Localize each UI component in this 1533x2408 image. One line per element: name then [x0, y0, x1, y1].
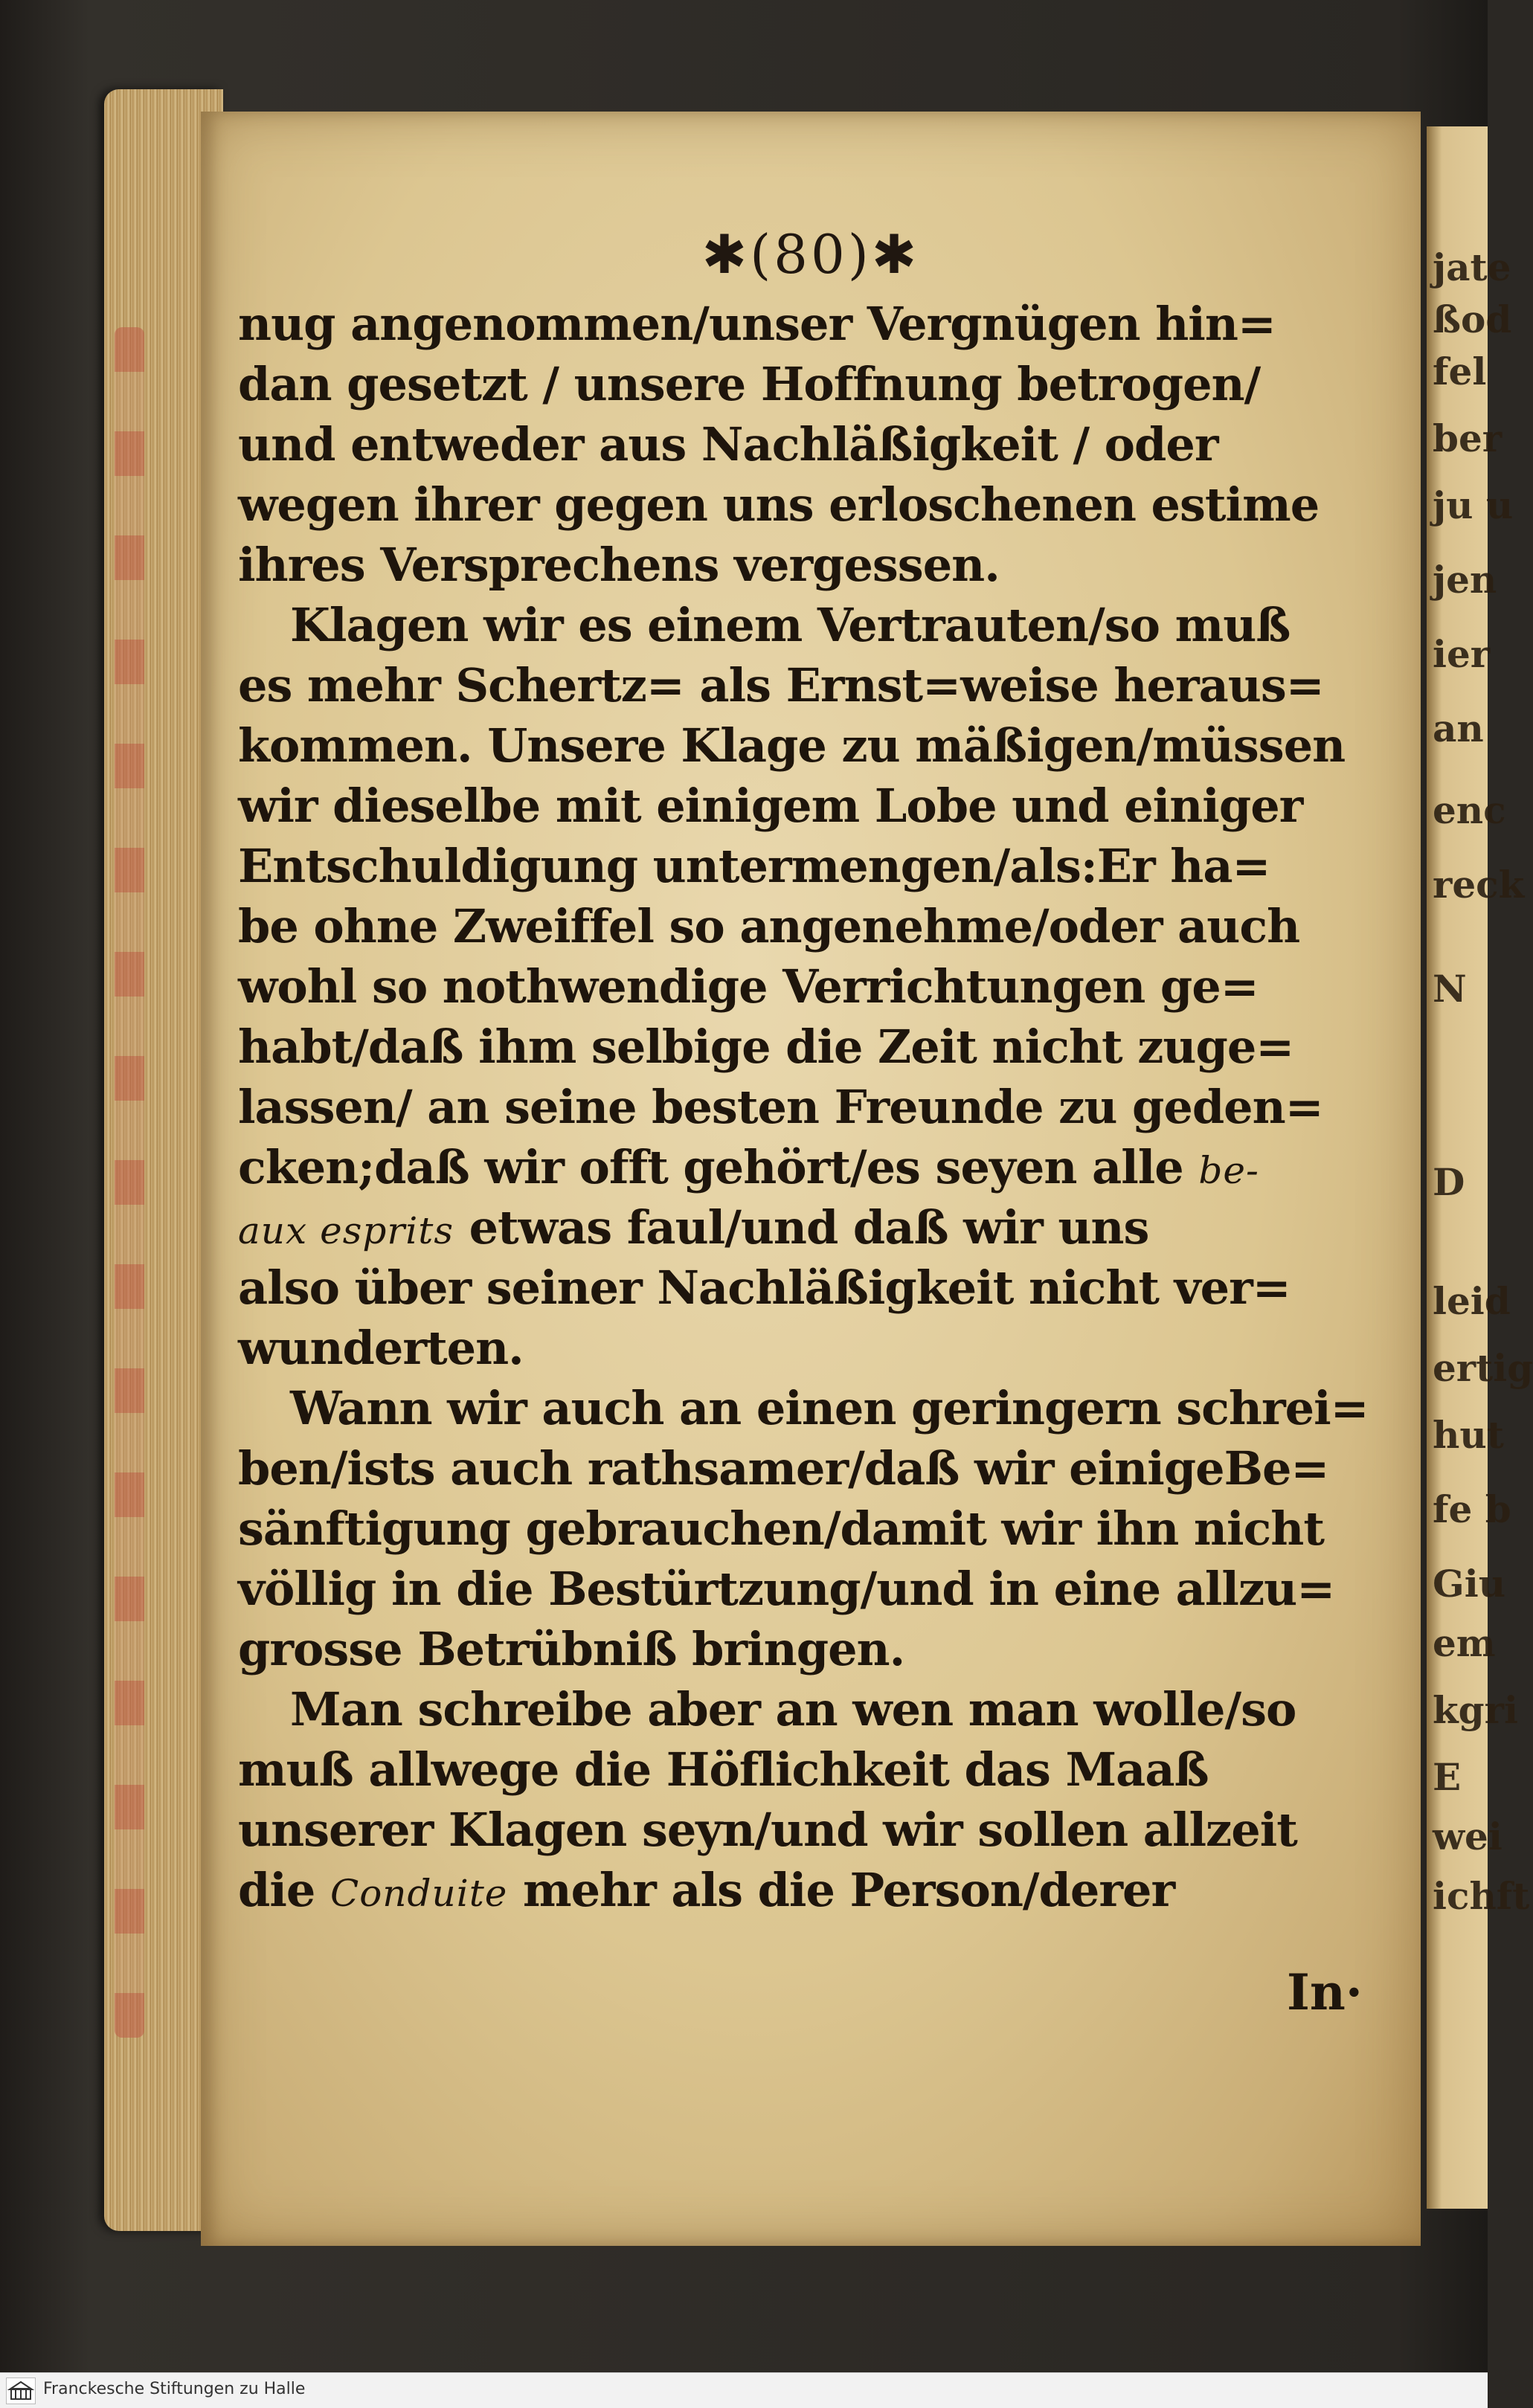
text-segment: völlig in die Bestürtzung/und in eine allzu= [238, 1562, 1335, 1616]
text-line [238, 776, 1398, 836]
institution-logo-icon [6, 2378, 36, 2404]
facing-page-fragment: an [1433, 706, 1484, 750]
text-segment: unserer Klagen seyn/und wir sollen allzeit [238, 1803, 1297, 1857]
text-segment: sänftigung gebrauchen/damit wir ihn nicht [238, 1501, 1324, 1556]
text-segment: be ohne Zweiffel so angenehme/oder auch [238, 899, 1300, 953]
text-line [238, 896, 1398, 956]
text-segment: und entweder aus Nachläßigkeit / oder [238, 417, 1218, 471]
page-number [201, 223, 1421, 286]
facing-page-fragment: jen [1433, 558, 1497, 602]
text-line [238, 1800, 1398, 1860]
text-segment: habt/daß ihm selbige die Zeit nicht zuge= [238, 1020, 1294, 1074]
text-segment: etwas faul/und daß wir uns [454, 1200, 1149, 1255]
text-line [238, 1619, 1398, 1679]
latin-phrase: aux esprits [238, 1209, 454, 1252]
text-segment: wir dieselbe mit einigem Lobe und einiger [238, 779, 1303, 833]
facing-page-fragment: hut [1433, 1413, 1504, 1457]
text-line [238, 836, 1398, 896]
text-segment: dan gesetzt / unsere Hoffnung betrogen/ [238, 357, 1261, 411]
text-segment: also über seiner Nachläßigkeit nicht ver= [238, 1261, 1291, 1315]
text-line [238, 1559, 1398, 1619]
catchword: In· [1287, 1963, 1363, 2021]
facing-page-fragment: N [1433, 967, 1467, 1011]
text-segment: Klagen wir es einem Vertrauten/so muß [290, 598, 1291, 652]
text-segment: grosse Betrübniß bringen. [238, 1622, 905, 1676]
text-line [238, 715, 1398, 776]
text-line [238, 595, 1398, 655]
facing-page-fragment: fe b [1433, 1487, 1511, 1531]
footer-bar [0, 2372, 1488, 2408]
text-segment: nug angenommen/unser Vergnügen hin= [238, 297, 1276, 351]
text-segment: kommen. Unsere Klage zu mäßigen/müssen [238, 718, 1346, 773]
text-line [238, 414, 1398, 474]
facing-page-fragment: D [1433, 1160, 1465, 1204]
text-line [238, 1378, 1398, 1438]
facing-page-fragment: ertig [1433, 1346, 1533, 1390]
facing-page-fragment: E [1433, 1755, 1462, 1799]
text-segment: wohl so nothwendige Verrichtungen ge= [238, 959, 1259, 1014]
facing-page-fragment: ier [1433, 632, 1491, 676]
body-text [238, 294, 1398, 1920]
text-line [238, 956, 1398, 1017]
facing-page-fragment: enc [1433, 788, 1506, 832]
text-line [238, 1739, 1398, 1800]
text-segment: lassen/ an seine besten Freunde zu geden= [238, 1080, 1323, 1134]
facing-page-fragment: kgri [1433, 1688, 1518, 1732]
text-line [238, 1077, 1398, 1137]
text-line [238, 1498, 1398, 1559]
text-segment: wegen ihrer gegen uns erloschenen estime [238, 477, 1320, 532]
text-segment: ihres Versprechens vergessen. [238, 538, 1000, 592]
text-line [238, 1318, 1398, 1378]
text-line [238, 1137, 1398, 1197]
facing-page-fragment: jate [1433, 245, 1511, 289]
text-line [238, 1679, 1398, 1739]
latin-phrase: Conduite [330, 1872, 508, 1915]
text-segment: ben/ists auch rathsamer/daß wir einigeBe= [238, 1441, 1329, 1496]
text-segment: Wann wir auch an einen geringern schrei= [290, 1381, 1369, 1435]
text-line [238, 474, 1398, 535]
text-line [238, 1438, 1398, 1498]
text-line [238, 535, 1398, 595]
facing-page-fragment: leid [1433, 1279, 1511, 1323]
facing-page-fragment: Giu [1433, 1562, 1506, 1606]
text-line [238, 354, 1398, 414]
text-segment: Man schreibe aber an wen man wolle/so [290, 1682, 1296, 1736]
facing-page-edge [1427, 126, 1533, 2209]
text-segment: mehr als die Person/derer [507, 1863, 1175, 1917]
text-line [238, 1197, 1398, 1258]
text-segment: muß allwege die Höflichkeit das Maaß [238, 1742, 1209, 1797]
facing-page-fragment: ber [1433, 416, 1503, 460]
facing-page-fragment: ßod [1433, 297, 1512, 341]
text-line [238, 1860, 1398, 1920]
page-number-label: (80) [750, 223, 872, 286]
text-line [238, 655, 1398, 715]
text-segment: cken;daß wir offt gehört/es seyen alle [238, 1140, 1199, 1194]
facing-page-fragment: em [1433, 1621, 1496, 1665]
ornament-right-icon: ✱ [871, 223, 920, 286]
text-segment: die [238, 1863, 330, 1917]
facing-page-fragment: ichft [1433, 1874, 1530, 1918]
ornament-left-icon: ✱ [701, 223, 751, 286]
latin-phrase: be- [1198, 1149, 1259, 1192]
facing-page-fragment: fel [1433, 350, 1487, 393]
facing-page-fragment: ju u [1433, 483, 1514, 527]
text-segment: es mehr Schertz= als Ernst=weise heraus= [238, 658, 1324, 712]
text-line [238, 1017, 1398, 1077]
text-segment: wunderten. [238, 1321, 524, 1375]
text-segment: Entschuldigung untermengen/als:Er ha= [238, 839, 1270, 893]
text-line [238, 294, 1398, 354]
footer-credit: Franckesche Stiftungen zu Halle [43, 2380, 306, 2398]
facing-page-fragment: reck [1433, 863, 1525, 907]
text-line [238, 1258, 1398, 1318]
facing-page-fragment: wei [1433, 1815, 1503, 1858]
